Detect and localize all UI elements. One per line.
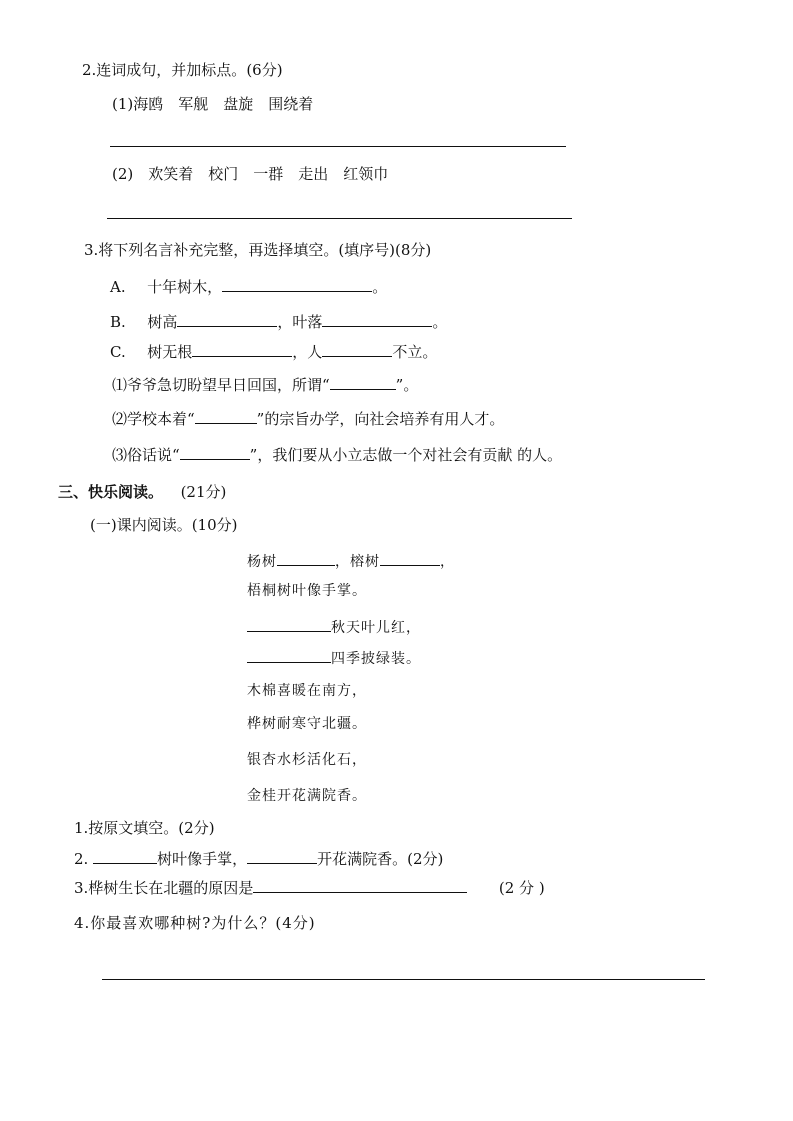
q3-title: 3.将下列名言补充完整，再选择填空。(填序号)(8分) [84, 241, 432, 259]
sentence-3-blank[interactable] [180, 445, 250, 460]
reading-q3-blank[interactable] [253, 878, 467, 893]
poem-line-7: 银杏水杉活化石， [247, 752, 367, 768]
poem-line-1-a: 杨树 [247, 554, 277, 570]
reading-q3-points: (2 分 ) [498, 879, 545, 897]
reading-q1: 1.按原文填空。(2分) [74, 819, 215, 837]
reading-q3 [74, 878, 545, 898]
q3-sentence-1 [112, 375, 418, 395]
sentence-1-text: ⑴爷爷急切盼望早日回国，所谓“ [112, 376, 330, 394]
poem-line-3-text: 秋天叶儿红， [331, 620, 421, 636]
poem-line-5: 木棉喜暖在南方， [247, 683, 367, 699]
reading-q2 [74, 849, 443, 869]
option-b-text-2: ，叶落 [277, 313, 323, 331]
reading-q2-mid: 树叶像手掌， [157, 850, 248, 868]
reading-q3-text: 3.桦树生长在北疆的原因是 [74, 879, 254, 897]
q3-option-b [110, 312, 447, 332]
reading-q4: 4.你最喜欢哪种树?为什么？(4分) [74, 914, 316, 932]
poem-line-4-text: 四季披绿装。 [331, 651, 421, 667]
option-b-text-1: 树高 [147, 313, 178, 331]
option-b-blank-1[interactable] [177, 312, 277, 327]
section-3-title: 三、快乐阅读。 [58, 483, 164, 501]
option-b-label: B. [110, 313, 126, 331]
poem-line-1-c: ， [440, 554, 455, 570]
q3-sentence-2 [112, 409, 504, 429]
q2-title: 2.连词成句，并加标点。(6分) [82, 61, 283, 79]
poem-line-1-b: ，榕树 [335, 554, 380, 570]
poem-line-8: 金桂开花满院香。 [247, 788, 367, 804]
option-a-blank[interactable] [222, 277, 372, 292]
section-3-sub: (一)课内阅读。(10分) [90, 516, 238, 534]
q3-option-c [110, 342, 437, 362]
reading-q2-blank-1[interactable] [93, 849, 157, 864]
option-c-blank-2[interactable] [322, 342, 392, 357]
poem-blank-2[interactable] [380, 551, 440, 566]
option-c-text-2: ，人 [292, 343, 323, 361]
q2-answer-line-2[interactable] [107, 218, 572, 219]
option-c-text-1: 树无根 [147, 343, 193, 361]
option-a-label: A. [110, 278, 126, 296]
sentence-2-end: ”的宗旨办学，向社会培养有用人才。 [256, 410, 505, 428]
poem-line-3 [247, 617, 421, 638]
poem-line-2: 梧桐树叶像手掌。 [247, 583, 367, 599]
poem-blank-4[interactable] [247, 648, 331, 663]
q2-answer-line-1[interactable] [110, 146, 566, 147]
sentence-3-text: ⑶俗话说“ [112, 446, 180, 464]
reading-q2-blank-2[interactable] [247, 849, 317, 864]
q3-option-a [110, 277, 387, 297]
section-3-points: (21分) [180, 483, 227, 501]
option-c-label: C. [110, 343, 126, 361]
q3-sentence-3 [112, 445, 562, 465]
q2-item-1: (1)海鸥 军舰 盘旋 围绕着 [112, 95, 314, 113]
sentence-3-end: ”，我们要从小立志做一个对社会有贡献 的人。 [249, 446, 563, 464]
q2-item-2: (2) 欢笑着 校门 一群 走出 红领巾 [112, 165, 389, 183]
poem-line-1 [247, 551, 455, 572]
poem-line-4 [247, 648, 421, 669]
reading-q2-end: 开花满院香。(2分) [317, 850, 444, 868]
option-a-text: 十年树木， [147, 278, 223, 296]
option-c-blank-1[interactable] [192, 342, 292, 357]
poem-blank-3[interactable] [247, 617, 331, 632]
poem-blank-1[interactable] [277, 551, 335, 566]
sentence-1-end: ”。 [395, 376, 419, 394]
section-3-heading [58, 482, 226, 502]
sentence-2-text: ⑵学校本着“ [112, 410, 195, 428]
option-b-blank-2[interactable] [322, 312, 432, 327]
option-b-end: 。 [432, 313, 448, 331]
option-a-end: 。 [372, 278, 388, 296]
reading-q2-num: 2. [74, 850, 89, 868]
option-c-end: 不立。 [392, 343, 438, 361]
poem-line-6: 桦树耐寒守北疆。 [247, 716, 367, 732]
sentence-2-blank[interactable] [195, 409, 257, 424]
sentence-1-blank[interactable] [330, 375, 396, 390]
reading-q4-answer-line[interactable] [102, 979, 705, 980]
